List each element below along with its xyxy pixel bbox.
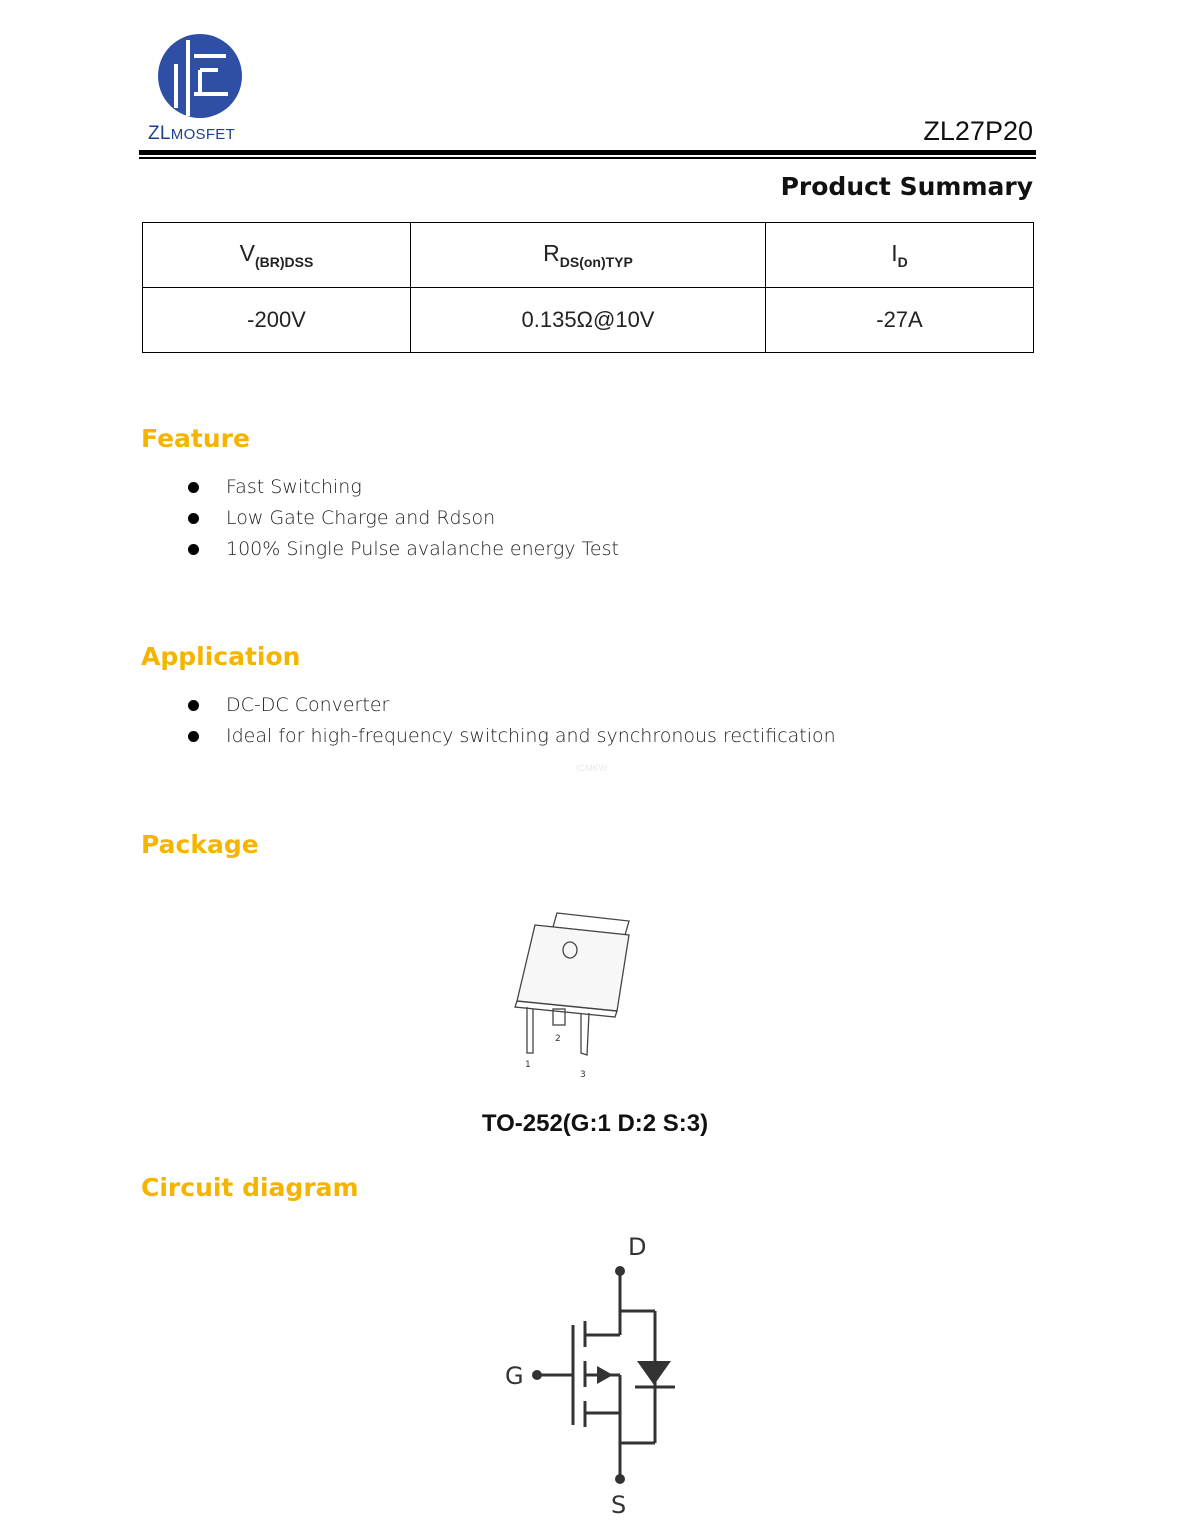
value-rdson: 0.135Ω@10V bbox=[411, 288, 766, 353]
feature-list bbox=[186, 472, 619, 565]
product-summary-table bbox=[142, 222, 1034, 353]
package-caption: TO-252(G:1 D:2 S:3) bbox=[481, 1110, 709, 1137]
summary-value-row bbox=[143, 288, 1034, 353]
list-item: Low Gate Charge and Rdson bbox=[186, 503, 619, 534]
bullet-icon bbox=[188, 513, 199, 524]
list-item: Fast Switching bbox=[186, 472, 619, 503]
header-rule-thick bbox=[139, 150, 1036, 155]
feature-title: Feature bbox=[141, 424, 250, 453]
bullet-icon bbox=[188, 731, 199, 742]
application-list bbox=[186, 690, 836, 752]
header-vbrdss: $V_{(BR)DSS}$ bbox=[143, 223, 411, 288]
header-id: $I_D$ bbox=[766, 223, 1034, 288]
to252-package-drawing bbox=[505, 905, 645, 1085]
pin-label-3: 3 bbox=[580, 1070, 586, 1080]
bullet-icon bbox=[188, 700, 199, 711]
product-summary-title: Product Summary bbox=[780, 172, 1033, 201]
drain-label: D bbox=[628, 1233, 647, 1261]
pin-label-1: 1 bbox=[525, 1060, 531, 1070]
bullet-icon bbox=[188, 544, 199, 555]
package-title: Package bbox=[141, 830, 259, 859]
summary-header-row bbox=[143, 223, 1034, 288]
bullet-icon bbox=[188, 482, 199, 493]
gate-label: G bbox=[505, 1362, 524, 1390]
source-label: S bbox=[611, 1491, 627, 1519]
header-rdson: $R_{DS(on)TYP}$ bbox=[411, 223, 766, 288]
circuit-title: Circuit diagram bbox=[141, 1173, 359, 1202]
list-item: Ideal for high-frequency switching and synchronous rectification bbox=[186, 721, 836, 752]
header-rule-thin bbox=[139, 157, 1036, 159]
mosfet-circuit-symbol bbox=[495, 1225, 685, 1525]
part-number: ZL27P20 bbox=[923, 116, 1033, 146]
list-item: DC-DC Converter bbox=[186, 690, 836, 721]
value-id: -27A bbox=[766, 288, 1034, 353]
logo-wordmark: ZLMOSFET bbox=[148, 123, 236, 144]
watermark: ICMKW bbox=[576, 763, 607, 773]
pin-label-2: 2 bbox=[555, 1034, 561, 1044]
list-item: 100% Single Pulse avalanche energy Test bbox=[186, 534, 619, 565]
application-title: Application bbox=[141, 642, 301, 671]
value-vbrdss: -200V bbox=[143, 288, 411, 353]
